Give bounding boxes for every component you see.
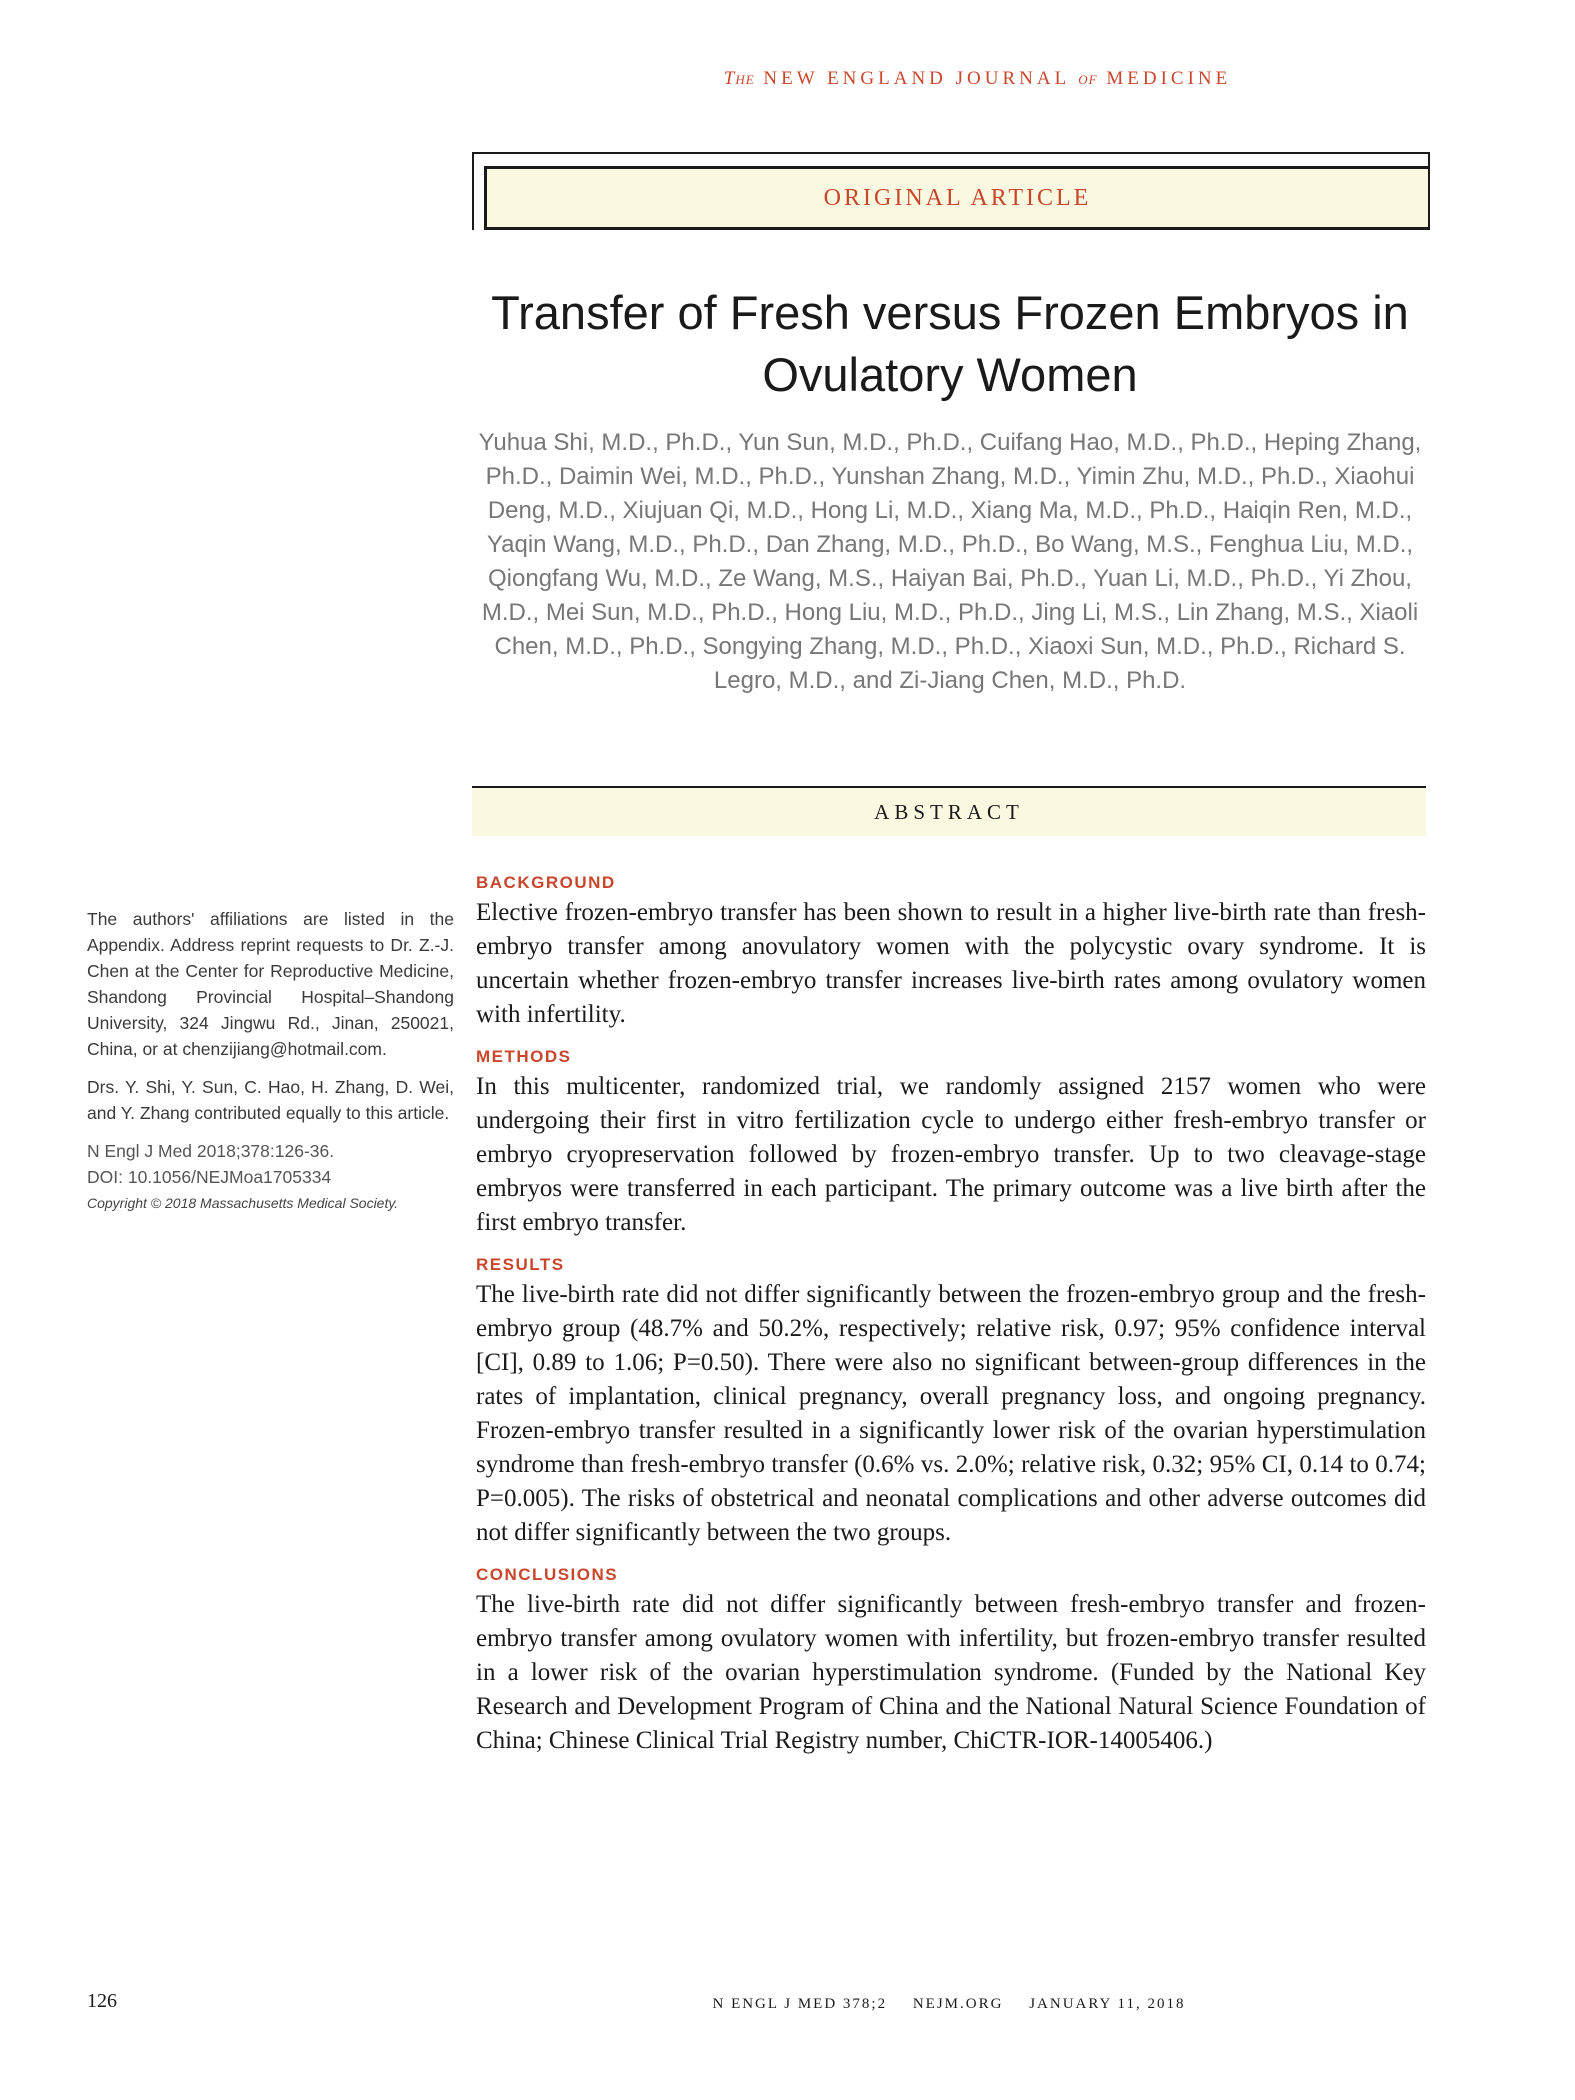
journal-running-head (190, 68, 1575, 90)
affiliations-note: The authors' affiliations are listed in the Appendix. Address reprint requests to Dr. Z.-J. Chen at the Center for Reproductive Medicine, Shandong Provincial Hospital–Shandong University, 324 Jingwu Rd., Jinan, 250021, China, or at chenzijiang@hotmail.com. (87, 909, 454, 1059)
page-footer (472, 1996, 1426, 2013)
background-heading: BACKGROUND (476, 873, 616, 892)
equal-contribution-note: Drs. Y. Shi, Y. Sun, C. Hao, H. Zhang, D. Wei, and Y. Zhang contributed equally to this article. (87, 1077, 454, 1123)
conclusions-text: The live-birth rate did not differ significantly between fresh-embryo transfer and frozen-embryo transfer among ovulatory women with infertility, but frozen-embryo transfer resulted in a lower risk of the ovarian hyperstimulation syndrome. (Funded by the National Key Research and Development Program of China and the National Natural Science Foundation of China; Chinese Clinical Trial Registry number, ChiCTR-IOR-14005406.) (476, 1591, 1426, 1754)
background-text: Elective frozen-embryo transfer has been shown to result in a higher live-birth rate than fresh-embryo transfer among anovulatory women with the polycystic ovary syndrome. It is uncertain whether frozen-embryo transfer increases live-birth rates among ovulatory women with infertility. (476, 899, 1426, 1028)
journal-the: The (723, 68, 755, 89)
article-type-box (484, 166, 1428, 230)
methods-heading: METHODS (476, 1047, 572, 1066)
journal-name-mid: NEW ENGLAND JOURNAL (763, 68, 1070, 89)
methods-text: In this multicenter, randomized trial, we randomly assigned 2157 women who were undergoing their first in vitro fertilization cycle to undergo either fresh-embryo transfer or embryo cryopreservation followed by frozen-embryo transfer. Up to two cleavage-stage embryos were transferred in each participant. The primary outcome was a live birth after the first embryo transfer. (476, 1073, 1426, 1236)
conclusions-heading: CONCLUSIONS (476, 1565, 619, 1584)
results-heading: RESULTS (476, 1255, 565, 1274)
footer-site: NEJM.ORG (912, 1996, 1004, 2012)
citation: N Engl J Med 2018;378:126-36. (87, 1141, 335, 1161)
article-type-label: ORIGINAL ARTICLE (823, 184, 1092, 211)
abstract-label: ABSTRACT (874, 799, 1024, 824)
footer-journal-issue: N ENGL J MED 378;2 (712, 1996, 888, 2012)
page-number: 126 (87, 1990, 117, 2012)
footer-date: JANUARY 11, 2018 (1029, 1996, 1186, 2012)
abstract-header-bar (472, 788, 1426, 836)
author-list: Yuhua Shi, M.D., Ph.D., Yun Sun, M.D., Ph.D., Cuifang Hao, M.D., Ph.D., Heping Zhang, Ph.D., Daimin Wei, M.D., Ph.D., Yunshan Zhang, M.D., Yimin Zhu, M.D., Ph.D., Xiaohui Deng, M.D., Xiujuan Qi, M.D., Hong Li, M.D., Xiang Ma, M.D., Ph.D., Haiqin Ren, M.D., Yaqin Wang, M.D., Ph.D., Dan Zhang, M.D., Ph.D., Bo Wang, M.S., Fenghua Liu, M.D., Qiongfang Wu, M.D., Ze Wang, M.S., Haiyan Bai, Ph.D., Yuan Li, M.D., Ph.D., Yi Zhou, M.D., Mei Sun, M.D., Ph.D., Hong Liu, M.D., Ph.D., Jing Li, M.S., Lin Zhang, M.S., Xiaoli Chen, M.D., Ph.D., Songying Zhang, M.D., Ph.D., Xiaoxi Sun, M.D., Ph.D., Richard S. Legro, M.D., and Zi-Jiang Chen, M.D., Ph.D. (478, 429, 1422, 694)
copyright-notice: Copyright © 2018 Massachusetts Medical Society. (87, 1195, 399, 1211)
results-text: The live-birth rate did not differ significantly between the frozen-embryo group and the fresh-embryo group (48.7% and 50.2%, respectively; relative risk, 0.97; 95% confidence interval [CI], 0.89 to 1.06; P=0.50). There were also no significant between-group differences in the rates of implantation, clinical pregnancy, overall pregnancy loss, and ongoing pregnancy. Frozen-embryo transfer resulted in a significantly lower risk of the ovarian hyperstimulation syndrome than fresh-embryo transfer (0.6% vs. 2.0%; relative risk, 0.32; 95% CI, 0.14 to 0.74; P=0.005). The risks of obstetrical and neonatal complications and other adverse outcomes did not differ significantly between the two groups. (476, 1281, 1426, 1546)
abstract-body (476, 872, 1426, 1772)
article-title: Transfer of Fresh versus Frozen Embryos in Ovulatory Women (491, 286, 1409, 401)
article-type-banner (472, 152, 1430, 230)
doi: DOI: 10.1056/NEJMoa1705334 (87, 1167, 332, 1187)
sidebar-notes (87, 906, 454, 1216)
journal-of: of (1078, 68, 1098, 89)
journal-name-end: MEDICINE (1106, 68, 1232, 89)
